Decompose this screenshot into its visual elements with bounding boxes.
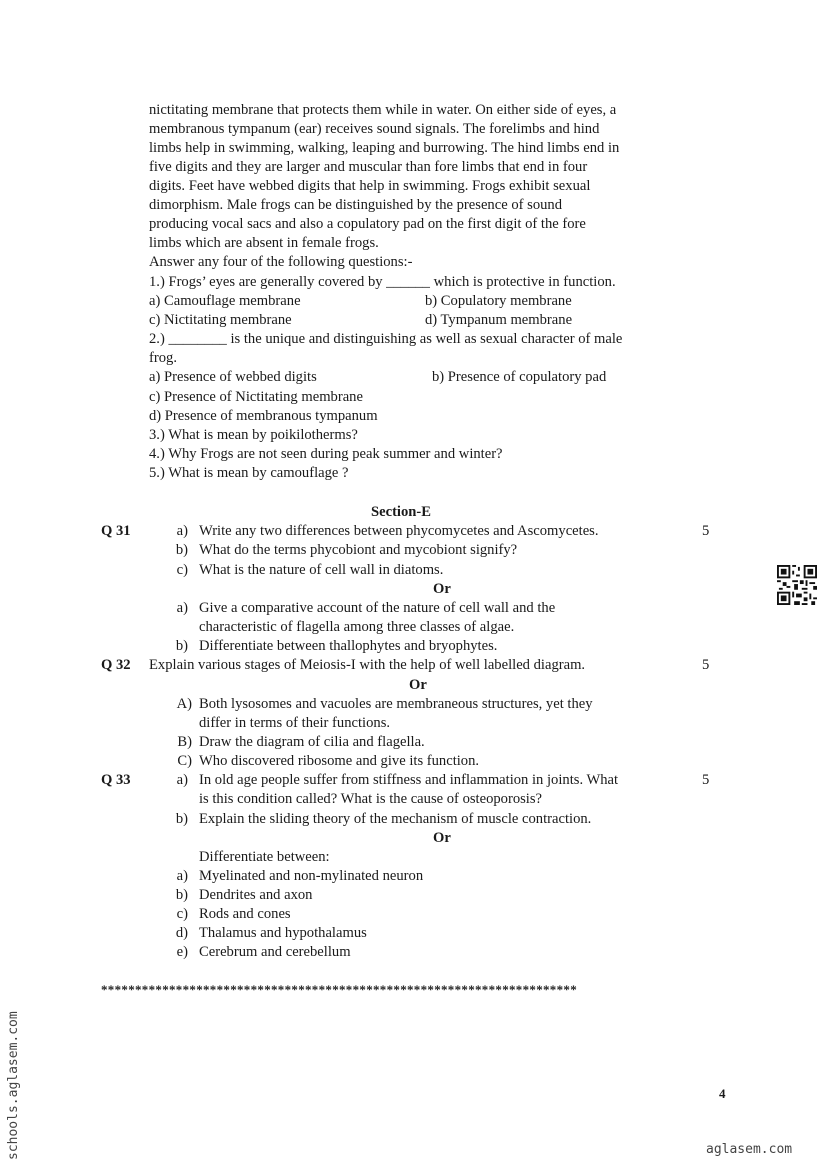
- part-text: Differentiate between thallophytes and bryophytes.: [199, 638, 498, 654]
- part-text: Write any two differences between phycomycetes and Ascomycetes.: [199, 523, 599, 539]
- part-letter: A): [176, 696, 192, 712]
- marks: 5: [702, 523, 710, 539]
- part-text-cont: differ in terms of their functions.: [199, 715, 391, 731]
- passage-line: nictitating membrane that protects them while in water. On either side of eyes, a: [149, 102, 617, 118]
- question-5: 5.) What is mean by camouflage ?: [149, 465, 349, 481]
- part-text: Cerebrum and cerebellum: [199, 944, 351, 960]
- part-text: Explain the sliding theory of the mechanism of muscle contraction.: [199, 811, 592, 827]
- part-text: In old age people suffer from stiffness and inflammation in joints. What: [199, 772, 619, 788]
- qr-code-icon: [777, 565, 817, 605]
- passage-line: membranous tympanum (ear) receives sound signals. The forelimbs and hind: [149, 121, 600, 137]
- part-text: What do the terms phycobiont and mycobiont signify?: [199, 542, 518, 558]
- part-text: Both lysosomes and vacuoles are membraneous structures, yet they: [199, 696, 593, 712]
- question-1: 1.) Frogs’ eyes are generally covered by ______ which is protective in function.: [149, 274, 616, 290]
- part-letter: c): [176, 906, 188, 922]
- question-4: 4.) Why Frogs are not seen during peak summer and winter?: [149, 446, 503, 462]
- part-text: Dendrites and axon: [199, 887, 313, 903]
- option-a: a) Camouflage membrane: [149, 293, 301, 309]
- question-2: 2.) ________ is the unique and distinguishing as well as sexual character of male: [149, 331, 623, 347]
- passage-line: limbs which are absent in female frogs.: [149, 235, 379, 251]
- marks: 5: [702, 657, 710, 673]
- part-letter: d): [175, 925, 188, 941]
- question-text: Explain various stages of Meiosis-I with the help of well labelled diagram.: [149, 657, 586, 673]
- part-text: Who discovered ribosome and give its function.: [199, 753, 480, 769]
- option-c: c) Presence of Nictitating membrane: [149, 389, 363, 405]
- or-label: Or: [409, 677, 427, 693]
- passage-line: five digits and they are larger and muscular than fore limbs that end in four: [149, 159, 588, 175]
- part-text: Rods and cones: [199, 906, 291, 922]
- part-letter: b): [175, 638, 188, 654]
- option-d: d) Presence of membranous tympanum: [149, 408, 378, 424]
- part-letter: e): [176, 944, 188, 960]
- question-number: Q 31: [101, 523, 131, 539]
- passage-line: digits. Feet have webbed digits that help in swimming. Frogs exhibit sexual: [149, 178, 591, 194]
- passage-line: dimorphism. Male frogs can be distinguished by the presence of sound: [149, 197, 563, 213]
- question-number: Q 32: [101, 657, 131, 673]
- part-text-cont: characteristic of flagella among three classes of algae.: [199, 619, 515, 635]
- part-letter: b): [175, 542, 188, 558]
- part-letter: B): [177, 734, 192, 750]
- part-text-cont: is this condition called? What is the cause of osteoporosis?: [199, 791, 543, 807]
- or-label: Or: [433, 830, 451, 846]
- alt-intro: Differentiate between:: [199, 849, 330, 865]
- option-c: c) Nictitating membrane: [149, 312, 292, 328]
- part-text: Give a comparative account of the nature of cell wall and the: [199, 600, 556, 616]
- question-number: Q 33: [101, 772, 131, 788]
- part-letter: C): [177, 753, 192, 769]
- passage-line: producing vocal sacs and also a copulatory pad on the first digit of the fore: [149, 216, 586, 232]
- question-2-cont: frog.: [149, 350, 177, 366]
- part-text: What is the nature of cell wall in diatoms.: [199, 562, 444, 578]
- section-title: Section-E: [371, 504, 431, 520]
- marks: 5: [702, 772, 710, 788]
- part-letter: a): [176, 600, 188, 616]
- instruction: Answer any four of the following questions:-: [149, 254, 413, 270]
- part-letter: a): [176, 523, 188, 539]
- part-letter: c): [176, 562, 188, 578]
- option-d: d) Tympanum membrane: [425, 312, 573, 328]
- passage-line: limbs help in swimming, walking, leaping and burrowing. The hind limbs end in: [149, 140, 620, 156]
- part-text: Myelinated and non-mylinated neuron: [199, 868, 424, 884]
- option-b: b) Copulatory membrane: [425, 293, 572, 309]
- part-letter: a): [176, 772, 188, 788]
- option-a: a) Presence of webbed digits: [149, 369, 317, 385]
- watermark-bottom: aglasem.com: [706, 1142, 793, 1157]
- option-b: b) Presence of copulatory pad: [432, 369, 607, 385]
- page-number: 4: [719, 1086, 726, 1101]
- part-text: Draw the diagram of cilia and flagella.: [199, 734, 425, 750]
- or-label: Or: [433, 581, 451, 597]
- end-separator: **********************************************************************: [101, 982, 577, 997]
- part-text: Thalamus and hypothalamus: [199, 925, 367, 941]
- part-letter: a): [176, 868, 188, 884]
- part-letter: b): [175, 887, 188, 903]
- watermark-side: schools.aglasem.com: [6, 1011, 21, 1160]
- question-3: 3.) What is mean by poikilotherms?: [149, 427, 358, 443]
- part-letter: b): [175, 811, 188, 827]
